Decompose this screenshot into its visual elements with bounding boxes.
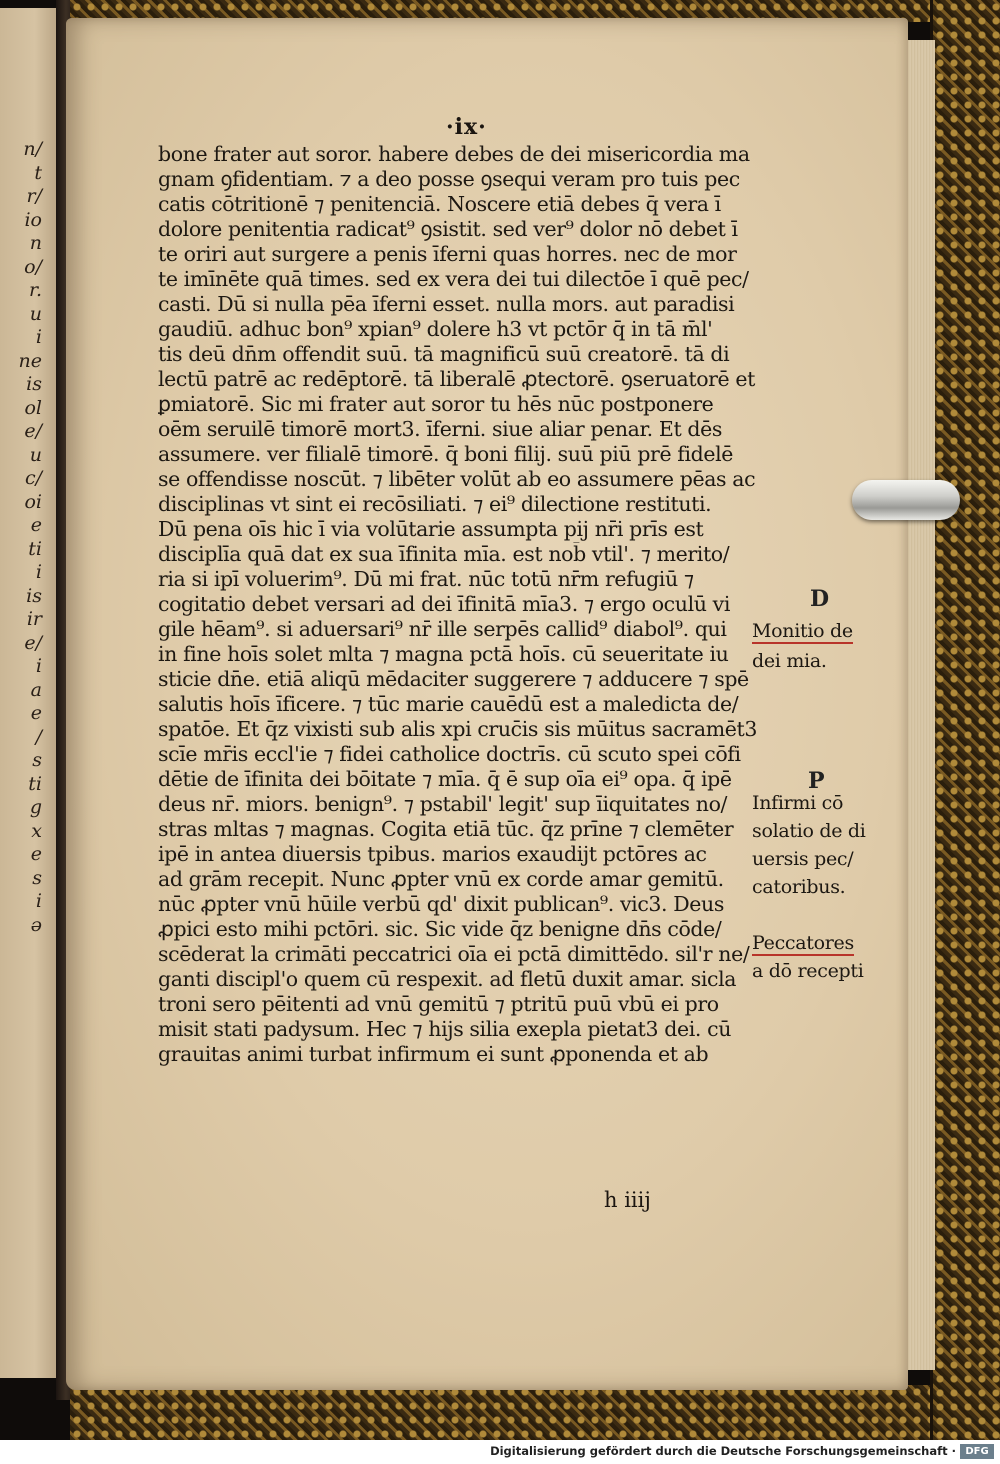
left-page-fragment: e: [30, 702, 42, 724]
text-line: misit stati padysum. Hec ⁊ hijs silia exepla pietat3 dei. cū: [158, 1017, 731, 1041]
text-line: gnam ꝯfidentiam. ⁊ a deo posse ꝯsequi veram pro tuis pec: [158, 167, 740, 191]
text-line: nūc ꝓpter vnū hūile verbū qd' dixit publican⁹. vic3. Deus: [158, 892, 724, 916]
left-page-fragment: u: [29, 302, 42, 325]
folio-number: ·ix·: [446, 114, 487, 140]
text-line: gaudiū. adhuc bon⁹ xpian⁹ dolere h3 vt pctōr q̄ in tā m̄l': [158, 317, 713, 341]
page-edges: [905, 40, 935, 1370]
book-clasp: [852, 480, 960, 520]
text-line: casti. Dū si nulla pēa īferni esset. nulla mors. aut paradisi: [158, 292, 735, 316]
left-page-fragment: e/: [24, 420, 42, 442]
left-page-fragment: n: [29, 232, 42, 254]
text-line: oēm seruilē timorē mort3. īferni. siue aliar penar. Et dēs: [158, 417, 722, 441]
left-page-fragment: ne: [18, 349, 42, 372]
text-line: te oriri aut surgere a penis īferni quas horres. nec de mor: [158, 242, 737, 266]
note-line: Peccatores: [752, 932, 854, 954]
left-page-fragment: oi: [24, 490, 42, 513]
text-line: te imīnēte quā times. sed ex vera dei tui dilectōe ī quē pec/: [158, 267, 749, 291]
text-line: stras mltas ⁊ magnas. Cogita etiā tūc. q̄z prīne ⁊ clemēter: [158, 817, 734, 841]
left-page-fragment: e/: [24, 631, 42, 654]
left-page-fragment: g: [29, 796, 42, 818]
text-line: deus nr̄. miors. benign⁹. ⁊ pstabil' legit' sup īiquitates no/: [158, 792, 728, 816]
left-page-fragment: x: [31, 819, 42, 842]
left-page-fragment: e: [30, 514, 42, 536]
text-line: assumere. ver filialē timorē. q̄ boni filij. suū piū prē fidelē: [158, 442, 733, 466]
text-line: dolore penitentia radicat⁹ ꝯsistit. sed ver⁹ dolor nō debet ī: [158, 217, 738, 241]
note-line: a dō recepti: [752, 960, 864, 982]
left-page-fragment: o/: [24, 255, 42, 278]
left-page-fragment: i: [35, 326, 42, 348]
text-line: catis cōtritionē ⁊ penitenciā. Noscere etiā debes q̄ vera ī: [158, 192, 721, 216]
note-initial-p: P: [808, 768, 825, 794]
text-line: ganti discipl'o quem cū respexit. ad fletū duxit amar. sicla: [158, 967, 737, 991]
text-line: ipē in antea diuersis tpibus. marios exaudijt pctōres ac: [158, 842, 707, 866]
left-page-fragment: io: [24, 208, 42, 231]
text-line: bone frater aut soror. habere debes de dei misericordia ma: [158, 142, 750, 166]
text-line: disciplinas vt sint ei recōsiliati. ⁊ ei⁹ dilectione restituti.: [158, 492, 712, 516]
text-line: scēderat la crimāti peccatrici oīa ei pctā dimittēdo. sil'r ne/: [158, 942, 750, 966]
text-line: tis deū dn̄m offendit suū. tā magnificū suū creatorē. tā di: [158, 342, 730, 366]
text-line: ria si ipī voluerim⁹. Dū mi frat. nūc totū nr̄m refugiū ⁊: [158, 567, 694, 591]
left-page-text-fragments: [2, 138, 42, 937]
text-line: gile hēam⁹. si aduersari⁹ nr̄ ille serpēs callid⁹ diabol⁹. qui: [158, 617, 727, 641]
left-page-fragment: ir: [26, 608, 42, 630]
left-page-fragment: s: [32, 749, 42, 771]
left-page-fragment: is: [26, 373, 42, 395]
funding-credit: Digitalisierung gefördert durch die Deutsche Forschungsgemeinschaft ·: [490, 1444, 956, 1458]
text-line: dētie de īfinita dei bōitate ⁊ mīa. q̄ ē sup oīa ei⁹ opa. q̄ ipē: [158, 767, 732, 791]
left-page-fragment: i: [35, 561, 42, 583]
text-line: in fine hoīs solet mlta ⁊ magna pctā hoīs. cū seueritate iu: [158, 642, 729, 666]
right-page: [66, 18, 908, 1390]
body-text-block: [158, 142, 770, 1067]
left-page-fragment: ti: [28, 537, 42, 560]
text-line: cogitatio debet versari ad dei īfinitā mīa3. ⁊ ergo oculū vi: [158, 592, 730, 616]
text-line: troni sero pēitenti ad vnū gemitū ⁊ ptritū puū vbū ei pro: [158, 992, 719, 1016]
left-page-fragment: n/: [23, 138, 42, 160]
note-initial-d: D: [810, 586, 830, 612]
text-line: grauitas animi turbat infirmum ei sunt ꝓponenda et ab: [158, 1042, 709, 1066]
cover-border-bottom: [70, 1385, 940, 1440]
note-line: dei mia.: [752, 650, 827, 672]
left-page-fragment: a: [30, 678, 42, 701]
dfg-logo: DFG: [960, 1444, 994, 1459]
left-page-fragment: i: [35, 890, 42, 912]
left-page-edge: [0, 8, 58, 1378]
text-line: ꝑmiatorē. Sic mi frater aut soror tu hēs nūc postponere: [158, 392, 714, 416]
text-line: se offendisse noscūt. ⁊ libēter volūt ab eo assumere pēas ac: [158, 467, 756, 491]
left-page-fragment: i: [35, 655, 42, 677]
left-page-fragment: t: [34, 161, 42, 184]
cover-border-right: [930, 0, 1000, 1440]
left-page-fragment: ol: [24, 396, 42, 419]
footer-bar: [0, 1440, 1000, 1464]
note-line: Monitio de: [752, 620, 853, 642]
left-page-fragment: s: [32, 866, 42, 889]
text-line: spatōe. Et q̄z vixisti sub alis xpi cruc̄is sis mūitus sacramēt3: [158, 717, 757, 741]
left-page-fragment: is: [26, 584, 42, 607]
left-page-fragment: ti: [28, 772, 42, 795]
text-line: salutis hoīs īficere. ⁊ tūc marie cauēdū est a maledicta de/: [158, 692, 739, 716]
text-line: Dū pena oīs hic ī via volūtarie assumpta pij nr̄i prīs est: [158, 517, 704, 541]
note-line: catoribus.: [752, 876, 846, 898]
left-page-fragment: r/: [26, 185, 42, 207]
left-page-fragment: r.: [28, 279, 42, 301]
signature-mark: h iiij: [604, 1188, 651, 1212]
left-page-fragment: u: [29, 443, 42, 466]
text-line: ꝓpici esto mihi pctōri. sic. Sic vide q̄z benigne dn̄s cōde/: [158, 917, 722, 941]
note-line: uersis pec/: [752, 848, 854, 870]
text-line: ad grām recepit. Nunc ꝓpter vnū ex corde amar gemitū.: [158, 867, 724, 891]
left-page-fragment: ə: [30, 913, 42, 936]
left-page-fragment: /: [35, 725, 42, 748]
left-page-fragment: c/: [24, 467, 42, 489]
note-line: Infirmi cō: [752, 792, 844, 814]
text-line: sticie dn̄e. etiā aliqū mēdaciter suggerere ⁊ adducere ⁊ spē: [158, 667, 749, 691]
text-line: lectū patrē ac redēptorē. tā liberalē ꝓtectorē. ꝯseruatorē et: [158, 367, 755, 391]
text-line: disciplīa quā dat ex sua īfinita mīa. est nob̄ vtil'. ⁊ merito/: [158, 542, 730, 566]
left-page-fragment: e: [30, 843, 42, 865]
text-line: scīe mr̄is eccl'ie ⁊ fidei catholice doctrīs. cū scuto spei cōfi: [158, 742, 741, 766]
note-line: solatio de di: [752, 820, 866, 842]
